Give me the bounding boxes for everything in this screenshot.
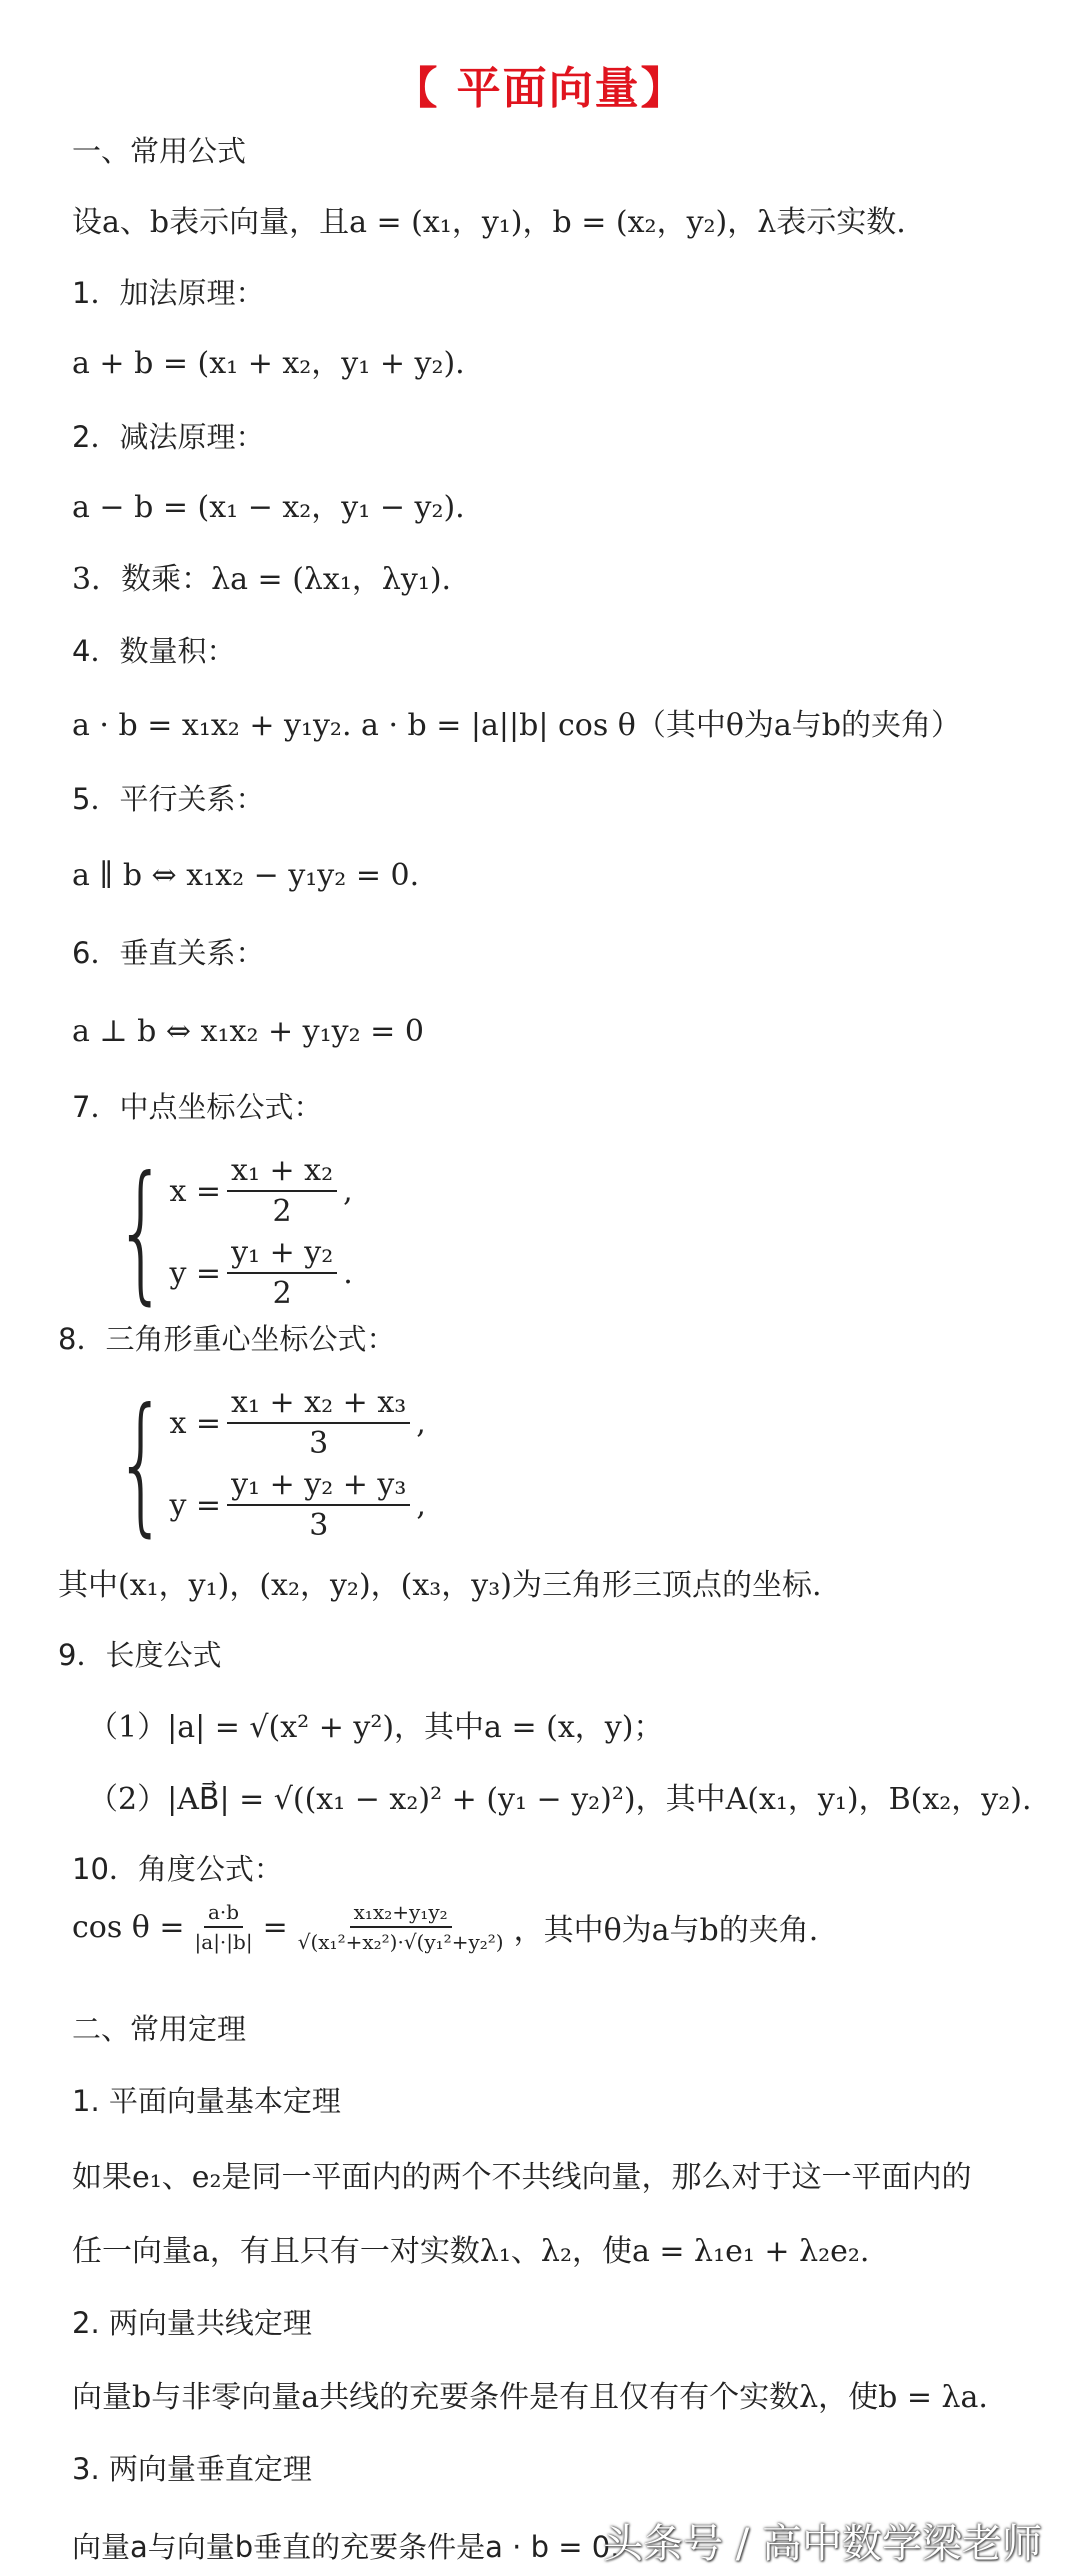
fraction-numerator: a·b — [204, 1900, 243, 1928]
centroid-y-fraction — [227, 1467, 410, 1543]
angle-formula — [72, 1900, 818, 1954]
fraction-numerator: y₁ + y₂ + y₃ — [227, 1467, 410, 1506]
angle-fraction-2 — [294, 1900, 508, 1954]
fraction-numerator: x₁ + x₂ — [227, 1153, 337, 1192]
section-heading-theorems: 二、常用定理 — [72, 2012, 247, 2046]
left-brace: { — [114, 1145, 168, 1319]
formula-2-title: 2．减法原理： — [72, 420, 265, 454]
centroid-x-row — [169, 1382, 426, 1464]
formula-6: a ⊥ b ⇔ x₁x₂ + y₁y₂ = 0 — [72, 1014, 424, 1049]
punctuation: , — [416, 1405, 426, 1441]
formula-9-2: （2）|AB⃗| = √((x₁ − x₂)² + (y₁ − y₂)²)，其中A(x₁，y₁)，B(x₂，y₂). — [88, 1782, 1032, 1817]
section-heading-formulas: 一、常用公式 — [72, 134, 247, 168]
equals-sign: = — [262, 1909, 288, 1945]
angle-fraction-1 — [191, 1900, 257, 1954]
fraction-denominator: 3 — [309, 1508, 329, 1543]
theorem-2-line-1: 向量b与非零向量a共线的充要条件是有且仅有有个实数λ，使b = λa. — [72, 2380, 988, 2415]
centroid-y-lhs: y = — [169, 1487, 222, 1523]
formula-7-title: 7．中点坐标公式： — [72, 1090, 323, 1124]
theorem-1-line-2: 任一向量a，有且只有一对实数λ₁、λ₂，使a = λ₁e₁ + λ₂e₂. — [72, 2234, 870, 2269]
midpoint-system — [72, 1145, 353, 1319]
theorem-1-title: 1. 平面向量基本定理 — [72, 2084, 341, 2118]
fraction-numerator: x₁ + x₂ + x₃ — [227, 1385, 410, 1424]
formula-1-title: 1．加法原理： — [72, 276, 265, 310]
watermark: 头条号 / 高中数学梁老师 — [603, 2521, 1042, 2567]
fraction-denominator: √(x₁²+x₂²)·√(y₁²+y₂²) — [297, 1930, 504, 1954]
theorem-2-title: 2. 两向量共线定理 — [72, 2306, 312, 2340]
punctuation: , — [416, 1487, 426, 1523]
fraction-denominator: 3 — [309, 1426, 329, 1461]
midpoint-x-fraction — [227, 1153, 337, 1229]
fraction-numerator: y₁ + y₂ — [227, 1235, 337, 1274]
formula-6-title: 6．垂直关系： — [72, 936, 265, 970]
centroid-x-fraction — [227, 1385, 410, 1461]
formula-4: a · b = x₁x₂ + y₁y₂. a · b = |a||b| cos θ（其中θ为a与b的夹角） — [72, 708, 961, 743]
page-title: 【 平面向量】 — [393, 63, 687, 114]
formula-10-title: 10．角度公式： — [72, 1852, 283, 1886]
left-brace: { — [114, 1377, 168, 1551]
formula-9-1: （1）|a| = √(x² + y²)，其中a = (x，y)； — [88, 1710, 664, 1745]
centroid-y-row — [169, 1464, 426, 1546]
formula-9-title: 9．长度公式 — [58, 1638, 222, 1672]
fraction-denominator: |a|·|b| — [194, 1930, 253, 1954]
theorem-1-line-1: 如果e₁、e₂是同一平面内的两个不共线向量，那么对于这一平面内的 — [72, 2160, 972, 2195]
fraction-denominator: 2 — [272, 1276, 292, 1311]
formula-2: a − b = (x₁ − x₂，y₁ − y₂). — [72, 490, 465, 525]
theorem-3-line-1: 向量a与向量b垂直的充要条件是a · b = 0. — [72, 2530, 620, 2564]
midpoint-x-row — [169, 1150, 352, 1232]
midpoint-y-lhs: y = — [169, 1255, 222, 1291]
formula-4-title: 4．数量积： — [72, 634, 236, 668]
centroid-x-lhs: x = — [169, 1405, 222, 1441]
intro-text: 设a、b表示向量，且a = (x₁，y₁)，b = (x₂，y₂)，λ表示实数. — [72, 205, 906, 240]
centroid-note: 其中(x₁，y₁)，(x₂，y₂)，(x₃，y₃)为三角形三顶点的坐标. — [58, 1568, 822, 1603]
formula-5-title: 5．平行关系： — [72, 782, 265, 816]
centroid-system — [72, 1377, 426, 1551]
formula-3: 3．数乘：λa = (λx₁，λy₁). — [72, 562, 452, 597]
fraction-denominator: 2 — [272, 1194, 292, 1229]
punctuation: . — [343, 1255, 353, 1291]
punctuation: , — [343, 1173, 353, 1209]
angle-lhs: cos θ = — [72, 1909, 185, 1945]
angle-note: ，其中θ为a与b的夹角. — [513, 1913, 819, 1948]
midpoint-x-lhs: x = — [169, 1173, 222, 1209]
theorem-3-title: 3. 两向量垂直定理 — [72, 2452, 312, 2486]
fraction-numerator: x₁x₂+y₁y₂ — [350, 1900, 452, 1928]
formula-5: a ∥ b ⇔ x₁x₂ − y₁y₂ = 0. — [72, 858, 420, 893]
formula-8-title: 8．三角形重心坐标公式： — [58, 1322, 396, 1356]
midpoint-y-fraction — [227, 1235, 337, 1311]
midpoint-y-row — [169, 1232, 352, 1314]
formula-1: a + b = (x₁ + x₂，y₁ + y₂). — [72, 346, 465, 381]
